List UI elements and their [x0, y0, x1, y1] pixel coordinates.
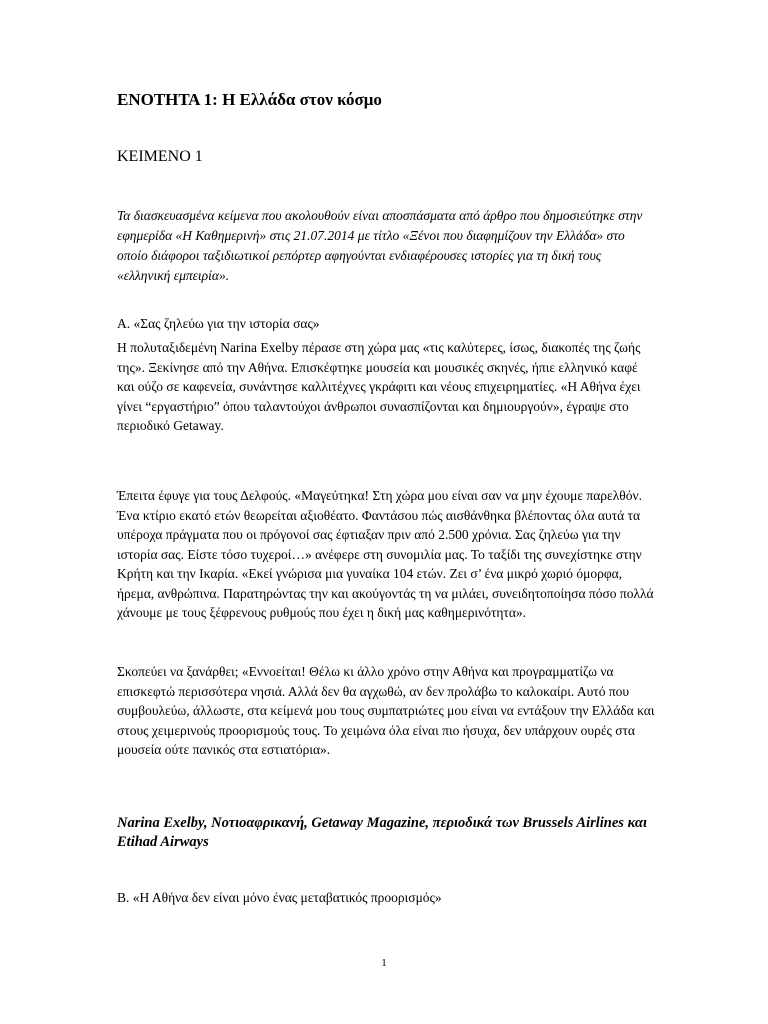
body-paragraph: Έπειτα έφυγε για τους Δελφούς. «Μαγεύτηκα! Στη χώρα μου είναι σαν να μην έχουμε παρελθόν. Ένα κτίριο εκατό ετών θεωρείται αξιοθέατο. Φαντάσου πώς αισθάνθηκα βλέποντας όλα αυτά τα υπέροχα πράγματα που οι πρόγονοί σας έφτιαξαν πριν από 2.500 χρόνια. Σας ζηλεύω για την ιστορία σας. Είστε τόσο τυχεροί…» ανέφερε στη συνομιλία μας. Το ταξίδι της συνεχίστηκε στην Κρήτη και την Ικαρία. «Εκεί γνώρισα μια γυναίκα 104 ετών. Ζει σ’ ένα μικρό χωριό όμορφα, ήρεμα, ανθρώπινα. Παρατηρώντας την και ακούγοντάς τη να μιλάει, συνειδητοποίησα πόσο πολλά χάνουμε με τους ξέφρενους ρυθμούς που έχει η δική μας καθημερινότητα». — [117, 488, 654, 620]
section-title: ΕΝΟΤΗΤΑ 1: Η Ελλάδα στον κόσμο — [117, 90, 382, 109]
part-a-heading: Α. «Σας ζηλεύω για την ιστορία σας» — [117, 316, 320, 331]
body-paragraph: Σκοπεύει να ξανάρθει; «Εννοείται! Θέλω κι άλλο χρόνο στην Αθήνα και προγραμματίζω να επισκεφτώ περισσότερα νησιά. Αλλά δεν θα αγχωθώ, αν δεν προλάβω το καλοκαίρι. Αυτό που συμβουλεύω, άλλωστε, στα κείμενά μου τους συμπατριώτες μου είναι να εντάξουν την Ελλάδα και στους χειμερινούς προορισμούς τους. Το χειμώνα όλα είναι πιο ήσυχα, δεν υπάρχουν ουρές στα μουσεία ούτε πανικός στα εστιατόρια». — [117, 664, 655, 757]
part-b-heading: Β. «Η Αθήνα δεν είναι μόνο ένας μεταβατικός προορισμός» — [117, 890, 442, 905]
author-credit: Narina Exelby, Νοτιοαφρικανή, Getaway Magazine, περιοδικά των Brussels Airlines και Etihad Airways — [117, 815, 648, 850]
intro-paragraph: Τα διασκευασμένα κείμενα που ακολουθούν είναι αποσπάσματα από άρθρο που δημοσιεύτηκε στην εφημερίδα «Η Καθημερινή» στις 21.07.2014 με τίτλο «Ξένοι που διαφημίζουν την Ελλάδα» στο οποίο διάφοροι ταξιδιωτικοί ρεπόρτερ αφηγούνται ενδιαφέρουσες ιστορίες για τη δική τους «ελληνική εμπειρία». — [117, 208, 643, 283]
page-number: 1 — [381, 957, 387, 969]
text-title: ΚΕΙΜΕΝΟ 1 — [117, 148, 203, 165]
body-paragraph: Η πολυταξιδεμένη Narina Exelby πέρασε στη χώρα μας «τις καλύτερες, ίσως, διακοπές της ζωής της». Ξεκίνησε από την Αθήνα. Επισκέφτηκε μουσεία και μουσικές σκηνές, ήπιε ελληνικό καφέ και ούζο σε καφενεία, συνάντησε καλλιτέχνες γκράφιτι και νέους επιχειρηματίες. «Η Αθήνα έχει γίνει “εργαστήριο” όπου ταλαντούχοι άνθρωποι συνασπίζονται και δημιουργούν», έγραψε στο περιοδικό Getaway. — [117, 340, 641, 433]
